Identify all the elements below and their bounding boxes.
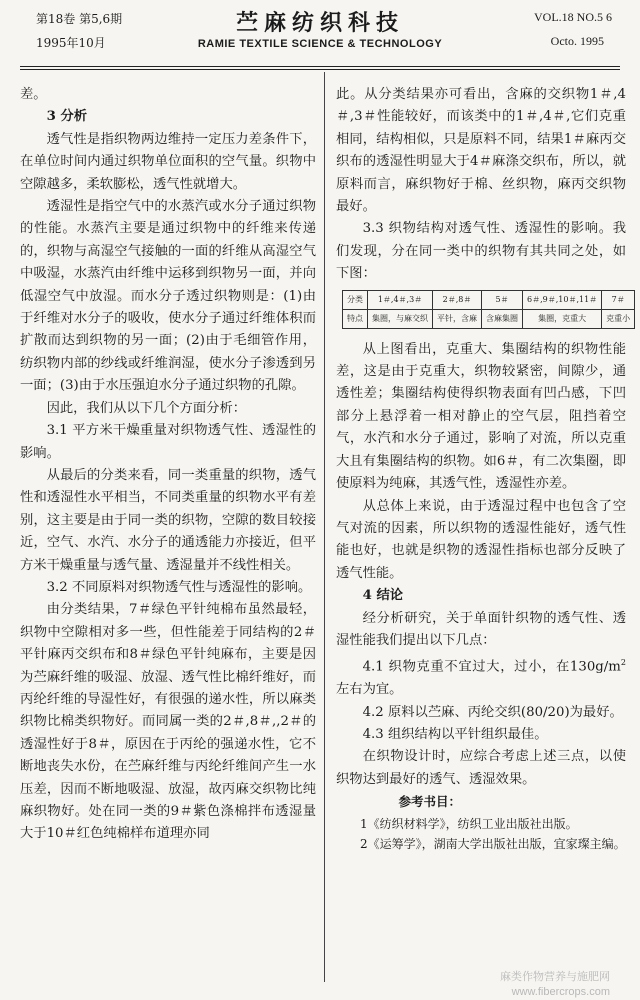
- reference-item: 2《运筹学》，湖南大学出版社出版，宜家璨主编。: [360, 836, 626, 851]
- paragraph: 在织物设计时，应综合考虑上述三点，以使织物达到最好的透气、透湿效果。: [336, 749, 626, 787]
- watermark-url: www.fibercrops.com: [511, 986, 610, 998]
- table-cell: 分类: [343, 290, 368, 309]
- table-row: [343, 309, 635, 328]
- table-cell: 7＃: [602, 290, 635, 309]
- table-cell: 5＃: [482, 290, 523, 309]
- conclusion-item: 4.3 组织结构以平针组织最佳。: [362, 726, 548, 742]
- paragraph: 从总体上来说，由于透湿过程中也包含了空气对流的因素，所以织物的透湿性能好，透气性能也好，也就是织物的透湿性指标也部分反映了透气性能。: [336, 498, 626, 581]
- subsection-heading: 3.3 织物结构对透气性、透湿性的影响。我们发现，分在同一类中的织物有其共同之处，如下图：: [336, 221, 626, 282]
- column-divider: [324, 72, 325, 982]
- paragraph: 从最后的分类来看，同一类重量的织物，透气性和透湿性水平相当，不同类重量的织物水平有差别，这主要是由于同一类的织物，空隙的数目较接近，空气、水汽、水分子的通透能力亦接近，但平方米干燥重量与透气量、透湿量并不线性相关。: [20, 467, 316, 573]
- table-cell: 集圈，与麻交织: [368, 309, 433, 328]
- volume-en: VOL.18 NO.5 6: [534, 10, 612, 24]
- table-cell: 6＃,9＃,10＃,11＃: [523, 290, 602, 309]
- superscript: 2: [620, 658, 626, 668]
- references-heading: 参考书目：: [398, 794, 462, 810]
- date-en: Octo. 1995: [550, 34, 604, 48]
- conclusion-item: [336, 652, 626, 701]
- paragraph: 透气性是指织物两边维持一定压力差条件下，在单位时间内通过织物单位面积的空气量。织物中空隙越多，柔软膨松，透气性就增大。: [20, 131, 316, 192]
- header-rule-bottom: [20, 69, 620, 70]
- journal-title-en: RAMIE TEXTILE SCIENCE & TECHNOLOGY: [197, 38, 443, 50]
- table-cell: 平针，含麻: [433, 309, 482, 328]
- conclusion-text: 4.1 织物克重不宜过大，过小，在130g/m: [362, 659, 621, 675]
- header-rule-top: [20, 66, 620, 67]
- journal-title-cn: 苎麻纺织科技: [235, 10, 404, 36]
- table-cell: 特点: [343, 309, 368, 328]
- paragraph: 从上图看出，克重大、集圈结构的织物性能差，这是由于克重大，织物较紧密，间隙少，通透性差；集圈结构使得织物表面有凹凸感，下凹部分上悬浮着一相对静止的空气层，阻挡着空气，水汽和水分子通过，影响了对流，所以克重大且有集圈结构的织物。如6＃，有二次集圈，即使原料为纯麻，其透气性，透湿性亦差。: [336, 341, 626, 492]
- section-heading: 3 分析: [46, 109, 88, 125]
- subsection-heading: 3.2 不同原料对织物透气性与透湿性的影响。: [46, 579, 312, 595]
- date-cn: 1995年10月: [36, 36, 106, 50]
- table-cell: 集圈，克重大: [523, 309, 602, 328]
- watermark-text: 麻类作物营养与施肥网: [500, 970, 610, 983]
- subsection-heading: 3.1 平方米干燥重量对织物透气性、透湿性的影响。: [20, 423, 316, 461]
- table-cell: 克重小: [602, 309, 635, 328]
- paragraph: 透湿性是指空气中的水蒸汽或水分子通过织物的性能。水蒸汽主要是通过织物中的纤维来传递的，织物与高湿空气接触的一面的纤维从高湿空气中吸湿，水蒸汽由纤维中运移到织物另一面，并向低湿空气中放湿。而水分子透过织物则是：(1)由于纤维对水分子的吸收，使水分子通过纤维体积而扩散而达到织物的另一面；(2)由于毛细管作用，纺织物内部的纱线或纤维润湿，使水分子渗透到另一面；(3)由于水压强迫水分子通过织物的孔隙。: [20, 199, 316, 394]
- conclusion-item: 4.2 原料以苎麻、丙纶交织(80/20)为最好。: [362, 704, 623, 720]
- conclusion-text: 左右为宜。: [336, 682, 403, 698]
- table-cell: 1＃,4＃,3＃: [368, 290, 433, 309]
- reference-item: 1《纺织材料学》，纺织工业出版社出版。: [360, 816, 578, 831]
- paragraph: 因此，我们从以下几个方面分析：: [46, 400, 247, 416]
- page-header: [0, 0, 640, 66]
- paragraph: 经分析研究，关于单面针织物的透气性、透湿性能我们提出以下几点：: [336, 610, 626, 648]
- section-heading: 4 结论: [362, 588, 404, 604]
- table-row: [343, 290, 635, 309]
- left-column: [20, 84, 316, 846]
- paragraph: 由分类结果，7＃绿色平针纯棉布虽然最轻，织物中空隙相对多一些，但性能差于同结构的2＃平针麻丙交织布和8＃绿色平针纯麻布，主要是因为苎麻纤维的吸湿、放湿、透气性比棉纤维好，而丙纶纤维的导湿性好，有很强的递水性，所以麻类织物比棉类织物好。而同属一类的2＃,8＃,,2＃的透湿性好于8＃，原因在于丙纶的强递水性，它不断地丧失水份，在苎麻纤维与丙纶纤维间产生一水压差，因而不断地吸湿、放湿，故丙麻交织物比纯麻织物好。处在同一类的9＃紫色涤棉拌布透湿量大于10＃红色纯棉样布道理亦同: [20, 602, 316, 842]
- classification-table: [342, 290, 635, 329]
- table-cell: 2＃,8＃: [433, 290, 482, 309]
- volume-issue: 第18卷 第5,6期: [36, 12, 123, 26]
- paragraph: 此。从分类结果亦可看出，含麻的交织物1＃,4＃,3＃性能较好，而该类中的1＃,4＃,它们克重相同，结构相似，只是原料不同，结果1＃麻丙交织布的透湿性明显大于4＃麻涤交织布，所以，就原料而言，麻织物好于棉、丝织物，麻丙交织物最好。: [336, 87, 626, 215]
- right-column: [336, 84, 631, 854]
- paragraph: 差。: [20, 87, 47, 102]
- table-cell: 含麻集圈: [482, 309, 523, 328]
